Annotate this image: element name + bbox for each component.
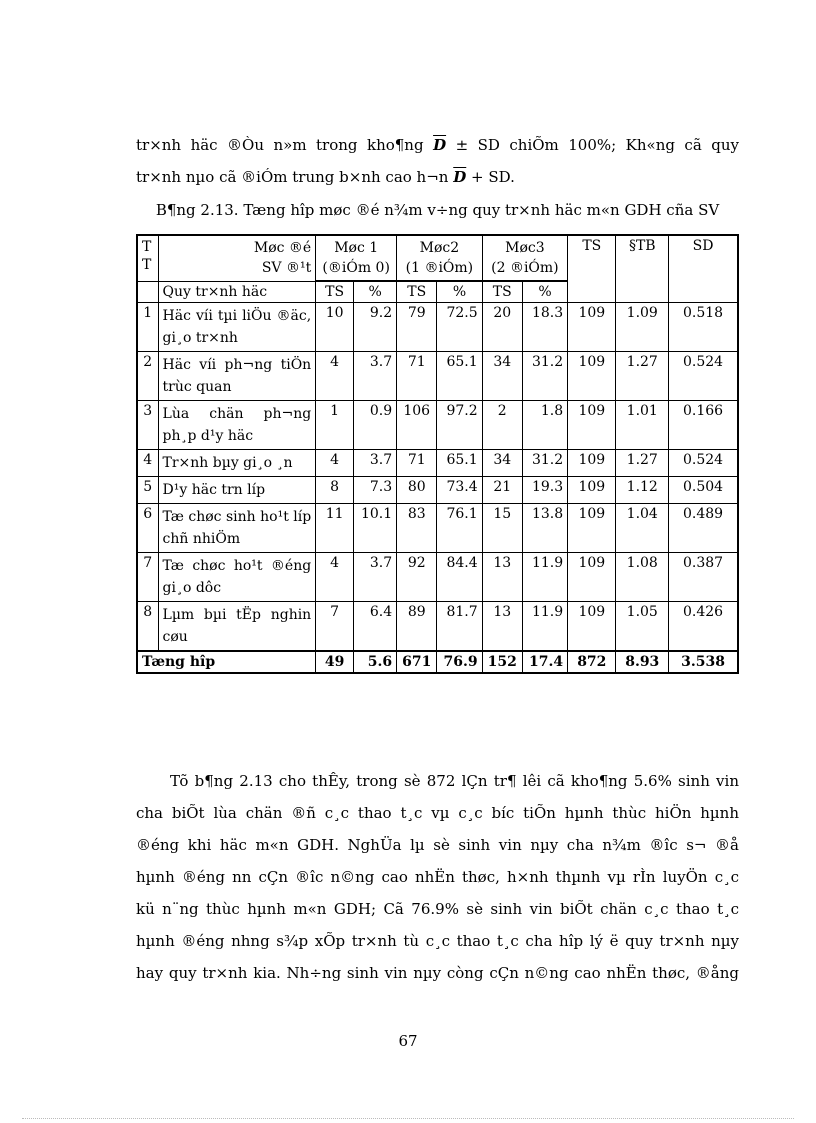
row-ts1: 8 [316, 477, 354, 504]
text-fragment: tr×nh nµo cã ®iÓm trung b×nh cao h¬n [136, 168, 449, 186]
row-ts3: 34 [482, 352, 522, 401]
row-dtb: 1.01 [616, 401, 669, 450]
mean-symbol: $\overline{D}$ [453, 168, 467, 186]
total-ts: 872 [568, 651, 616, 673]
row-process-name: Lµm bµi tËp nghin cøu [158, 602, 316, 652]
row-ts3: 20 [482, 303, 522, 352]
row-ts2: 83 [397, 504, 437, 553]
header-sd: SD [669, 235, 738, 303]
header-level-1 [316, 235, 397, 281]
bottom-paragraph-line: cha biÕt lùa chän ®ñ c¸c thao t¸c vµ c¸c bíc tiÕn hµnh thùc hiÖn hµnh [136, 804, 739, 822]
table-row [137, 553, 738, 602]
row-p2: 81.7 [437, 602, 482, 652]
page-footer-divider [22, 1118, 794, 1119]
row-p2: 76.1 [437, 504, 482, 553]
header-ts: TS [568, 235, 616, 303]
bottom-paragraph-line: hay quy tr×nh kia. Nh÷ng sinh vin nµy còng cÇn n©ng cao nhËn thøc, ®ång [136, 964, 739, 982]
row-ts: 109 [568, 602, 616, 652]
row-sd: 0.166 [669, 401, 738, 450]
row-p3: 19.3 [522, 477, 567, 504]
sub-header-pct: % [354, 282, 397, 303]
header-tt-blank [137, 282, 158, 303]
header-level-2-sub: (1 ®iÓm) [405, 260, 474, 276]
bottom-paragraph-line: kü n¨ng thùc hµnh m«n GDH; Cã 76.9% sè sinh vin biÕt chän c¸c thao t¸c [136, 900, 739, 918]
row-sd: 0.426 [669, 602, 738, 652]
row-index: 4 [137, 450, 158, 477]
sub-header-ts: TS [316, 282, 354, 303]
header-level-2-label: Møc2 [419, 240, 460, 256]
row-sd: 0.524 [669, 450, 738, 477]
row-index: 8 [137, 602, 158, 652]
row-sd: 0.387 [669, 553, 738, 602]
row-ts2: 106 [397, 401, 437, 450]
row-p3: 1.8 [522, 401, 567, 450]
total-label: Tæng hîp [137, 651, 316, 673]
table-header-row [137, 235, 738, 281]
row-ts3: 21 [482, 477, 522, 504]
row-ts: 109 [568, 352, 616, 401]
sub-header-pct: % [437, 282, 482, 303]
row-process-name: Häc víi ph¬ng tiÖn trùc quan [158, 352, 316, 401]
row-dtb: 1.12 [616, 477, 669, 504]
row-ts: 109 [568, 504, 616, 553]
row-ts: 109 [568, 401, 616, 450]
row-ts2: 71 [397, 352, 437, 401]
summary-table [136, 234, 739, 674]
table-row [137, 504, 738, 553]
row-ts: 109 [568, 450, 616, 477]
text-fragment: + SD. [471, 168, 515, 186]
header-level-1-sub: (®iÓm 0) [322, 260, 390, 276]
row-ts: 109 [568, 303, 616, 352]
row-ts: 109 [568, 553, 616, 602]
row-ts1: 7 [316, 602, 354, 652]
row-p2: 84.4 [437, 553, 482, 602]
total-dtb: 8.93 [616, 651, 669, 673]
row-ts3: 13 [482, 602, 522, 652]
row-sd: 0.489 [669, 504, 738, 553]
row-ts3: 34 [482, 450, 522, 477]
row-index: 2 [137, 352, 158, 401]
row-ts3: 2 [482, 401, 522, 450]
row-ts3: 13 [482, 553, 522, 602]
row-p2: 97.2 [437, 401, 482, 450]
row-index: 7 [137, 553, 158, 602]
row-ts1: 1 [316, 401, 354, 450]
total-ts1: 49 [316, 651, 354, 673]
sub-header-pct: % [522, 282, 567, 303]
row-dtb: 1.27 [616, 352, 669, 401]
row-p1: 10.1 [354, 504, 397, 553]
total-p3: 17.4 [522, 651, 567, 673]
row-process-name: Lùa chän ph¬ng ph¸p d¹y häc [158, 401, 316, 450]
row-p1: 7.3 [354, 477, 397, 504]
table-total-row [137, 651, 738, 673]
row-p3: 11.9 [522, 602, 567, 652]
row-p3: 13.8 [522, 504, 567, 553]
header-diag-mid: SV ®¹t [261, 260, 312, 276]
table-row [137, 450, 738, 477]
table-row [137, 477, 738, 504]
row-p3: 31.2 [522, 450, 567, 477]
row-dtb: 1.05 [616, 602, 669, 652]
row-process-name: Tæ chøc sinh ho¹t líp chñ nhiÖm [158, 504, 316, 553]
row-dtb: 1.08 [616, 553, 669, 602]
header-diag-top: Møc ®é [253, 240, 312, 256]
bottom-paragraph-line: hµnh ®éng nhng s¾p xÕp tr×nh tù c¸c thao t¸c cha hîp lý ë quy tr×nh nµy [136, 932, 739, 950]
row-p1: 9.2 [354, 303, 397, 352]
table-row [137, 352, 738, 401]
text-fragment: tr×nh häc ®Òu n»m trong kho¶ng [136, 136, 424, 154]
row-ts2: 79 [397, 303, 437, 352]
total-p1: 5.6 [354, 651, 397, 673]
header-process-label: Quy tr×nh häc [158, 282, 316, 303]
top-paragraph [136, 129, 739, 193]
row-ts3: 15 [482, 504, 522, 553]
row-index: 6 [137, 504, 158, 553]
row-ts1: 4 [316, 450, 354, 477]
bottom-paragraph [136, 765, 739, 989]
row-dtb: 1.09 [616, 303, 669, 352]
row-process-name: Häc víi tµi liÖu ®äc, gi¸o tr×nh [158, 303, 316, 352]
row-p1: 3.7 [354, 553, 397, 602]
mean-symbol: $\overline{D}$ [433, 136, 447, 154]
row-p3: 18.3 [522, 303, 567, 352]
header-level-3-label: Møc3 [505, 240, 545, 256]
sub-header-ts: TS [397, 282, 437, 303]
row-ts: 109 [568, 477, 616, 504]
table-row [137, 401, 738, 450]
page-number: 67 [398, 1032, 418, 1050]
table-caption: B¶ng 2.13. Tæng hîp møc ®é n¾m v÷ng quy tr×nh häc m«n GDH cña SV [155, 201, 720, 219]
header-diagonal [158, 235, 316, 282]
bottom-paragraph-line: Tõ b¶ng 2.13 cho thÊy, trong sè 872 lÇn tr¶ lêi cã kho¶ng 5.6% sinh vin [170, 772, 739, 790]
row-p1: 3.7 [354, 450, 397, 477]
row-process-name: Tæ chøc ho¹t ®éng gi¸o dôc [158, 553, 316, 602]
header-level-3-sub: (2 ®iÓm) [491, 260, 559, 276]
row-sd: 0.524 [669, 352, 738, 401]
text-fragment: ± SD chiÕm 100%; Kh«ng cã quy [455, 136, 739, 154]
total-ts2: 671 [397, 651, 437, 673]
row-ts1: 10 [316, 303, 354, 352]
row-p2: 73.4 [437, 477, 482, 504]
table-row [137, 303, 738, 352]
header-tt: T T [137, 235, 158, 282]
row-sd: 0.518 [669, 303, 738, 352]
row-p3: 31.2 [522, 352, 567, 401]
row-dtb: 1.27 [616, 450, 669, 477]
header-dtb: §TB [616, 235, 669, 303]
row-ts1: 4 [316, 553, 354, 602]
row-ts2: 92 [397, 553, 437, 602]
top-paragraph-line-2 [136, 161, 739, 193]
row-ts2: 80 [397, 477, 437, 504]
row-p2: 65.1 [437, 352, 482, 401]
header-level-3 [482, 235, 568, 281]
row-process-name: D¹y häc trn líp [158, 477, 316, 504]
row-ts2: 89 [397, 602, 437, 652]
row-index: 1 [137, 303, 158, 352]
bottom-paragraph-line: hµnh ®éng nn cÇn ®îc n©ng cao nhËn thøc, h×nh thµnh vµ rÌn luyÖn c¸c [136, 868, 739, 886]
row-ts2: 71 [397, 450, 437, 477]
row-index: 5 [137, 477, 158, 504]
row-dtb: 1.04 [616, 504, 669, 553]
top-paragraph-line-1 [136, 129, 739, 161]
row-p1: 0.9 [354, 401, 397, 450]
row-ts1: 4 [316, 352, 354, 401]
row-p3: 11.9 [522, 553, 567, 602]
row-p2: 72.5 [437, 303, 482, 352]
row-p1: 6.4 [354, 602, 397, 652]
table-body [137, 303, 738, 652]
bottom-paragraph-line: ®éng khi häc m«n GDH. NghÜa lµ sè sinh vin nµy cha n¾m ®îc s¬ ®å [136, 836, 739, 854]
header-level-1-label: Møc 1 [334, 240, 379, 256]
row-sd: 0.504 [669, 477, 738, 504]
total-p2: 76.9 [437, 651, 482, 673]
total-ts3: 152 [482, 651, 522, 673]
row-p1: 3.7 [354, 352, 397, 401]
row-process-name: Tr×nh bµy gi¸o ¸n [158, 450, 316, 477]
sub-header-ts: TS [482, 282, 522, 303]
row-p2: 65.1 [437, 450, 482, 477]
table-row [137, 602, 738, 652]
row-ts1: 11 [316, 504, 354, 553]
header-level-2 [397, 235, 483, 281]
total-sd: 3.538 [669, 651, 738, 673]
row-index: 3 [137, 401, 158, 450]
